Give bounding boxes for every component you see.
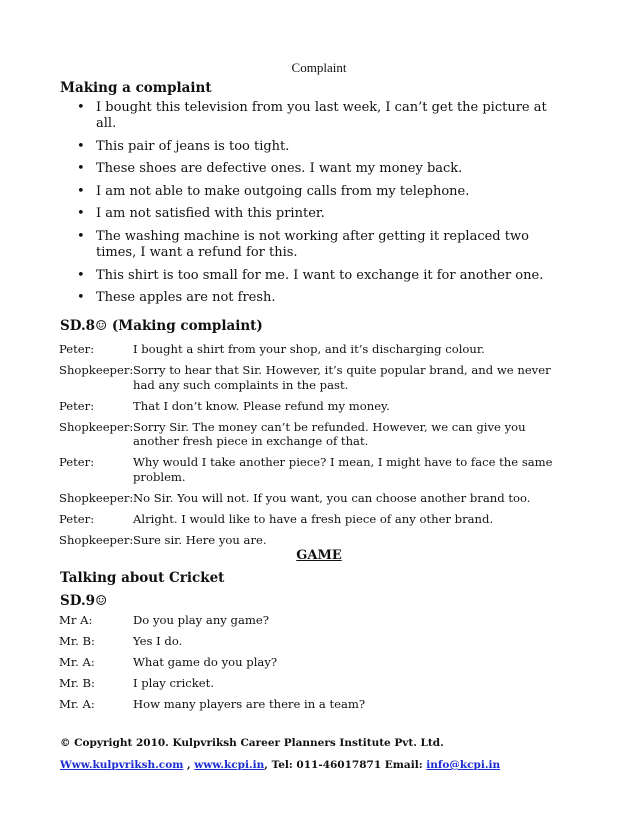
speaker: Shopkeeper: xyxy=(59,419,134,434)
dialog-row xyxy=(59,697,559,712)
sd8-heading: SD.8☺ (Making complaint) xyxy=(60,318,263,334)
sd9-dialog xyxy=(59,613,559,718)
footer-separator: , xyxy=(183,759,195,771)
dialog-line: I bought a shirt from your shop, and it’s discharging colour. xyxy=(133,342,485,356)
dialog-line: I play cricket. xyxy=(133,676,215,691)
game-heading: GAME xyxy=(296,548,342,563)
speaker: Mr. B: xyxy=(59,634,95,649)
list-item: • These apples are not fresh. xyxy=(77,290,557,306)
list-item: • These shoes are defective ones. I want my money back. xyxy=(77,161,557,177)
dialog-line: Sorry Sir. The money can’t be refunded. However, we can give you another fresh piece in exchange of that. xyxy=(133,419,526,449)
dialog-row xyxy=(59,634,559,649)
dialog-row xyxy=(59,399,559,414)
sd8-dialog xyxy=(59,342,559,554)
website-link-kcpi[interactable]: www.kcpi.in xyxy=(194,759,265,771)
dialog-line: Alright. I would like to have a fresh piece of any other brand. xyxy=(133,512,494,527)
speaker: Peter: xyxy=(59,398,95,413)
speaker: Mr A: xyxy=(59,613,93,627)
list-item: • This shirt is too small for me. I want to exchange it for another one. xyxy=(77,268,557,284)
footer-contact xyxy=(60,759,500,771)
speaker: Mr. A: xyxy=(59,697,95,712)
dialog-line: Sure sir. Here you are. xyxy=(133,533,267,548)
dialog-row xyxy=(59,512,559,527)
dialog-line: What game do you play? xyxy=(133,655,278,670)
section-heading-making-complaint: Making a complaint xyxy=(60,80,212,96)
dialog-row xyxy=(59,455,559,484)
list-item: • This pair of jeans is too tight. xyxy=(77,139,557,155)
speaker: Mr. A: xyxy=(59,655,95,670)
speaker: Mr. B: xyxy=(59,676,95,691)
speaker: Shopkeeper: xyxy=(59,363,134,378)
sd9-heading: SD.9☺ xyxy=(60,593,108,609)
cricket-heading: Talking about Cricket xyxy=(60,570,225,586)
page-title: Complaint xyxy=(291,60,347,75)
list-item: • The washing machine is not working after getting it replaced two times, I want a refund for this. xyxy=(77,229,557,261)
dialog-row xyxy=(59,420,559,449)
footer-copyright: © Copyright 2010. Kulpvriksh Career Planners Institute Pvt. Ltd. xyxy=(60,737,444,749)
speaker: Peter: xyxy=(59,512,95,527)
footer-tel: , Tel: 011-46017871 Email: xyxy=(264,759,427,771)
dialog-row xyxy=(59,676,559,691)
dialog-row xyxy=(59,613,559,628)
dialog-line: Do you play any game? xyxy=(133,613,269,627)
dialog-row xyxy=(59,342,559,357)
list-item: • I am not able to make outgoing calls from my telephone. xyxy=(77,184,557,200)
dialog-line: No Sir. You will not. If you want, you can choose another brand too. xyxy=(133,490,531,505)
list-item: • I am not satisfied with this printer. xyxy=(77,206,557,222)
dialog-line: Sorry to hear that Sir. However, it’s quite popular brand, and we never had any such complaints in the past. xyxy=(133,363,551,392)
list-item: • I bought this television from you last week, I can’t get the picture at all. xyxy=(77,100,557,132)
dialog-line: That I don’t know. Please refund my money. xyxy=(133,398,390,413)
email-link[interactable]: info@kcpi.in xyxy=(426,759,501,771)
website-link-kulpvriksh[interactable]: Www.kulpvriksh.com xyxy=(60,759,184,771)
dialog-row xyxy=(59,491,559,506)
speaker: Shopkeeper: xyxy=(59,533,134,548)
dialog-row xyxy=(59,363,559,392)
speaker: Peter: xyxy=(59,342,95,356)
dialog-line: Yes I do. xyxy=(133,634,183,649)
speaker: Peter: xyxy=(59,455,95,470)
dialog-line: How many players are there in a team? xyxy=(133,697,366,712)
complaint-bullet-list xyxy=(77,100,557,313)
dialog-row xyxy=(59,533,559,548)
dialog-line: Why would I take another piece? I mean, I might have to face the same problem. xyxy=(133,455,553,484)
speaker: Shopkeeper: xyxy=(59,490,134,505)
dialog-row xyxy=(59,655,559,670)
